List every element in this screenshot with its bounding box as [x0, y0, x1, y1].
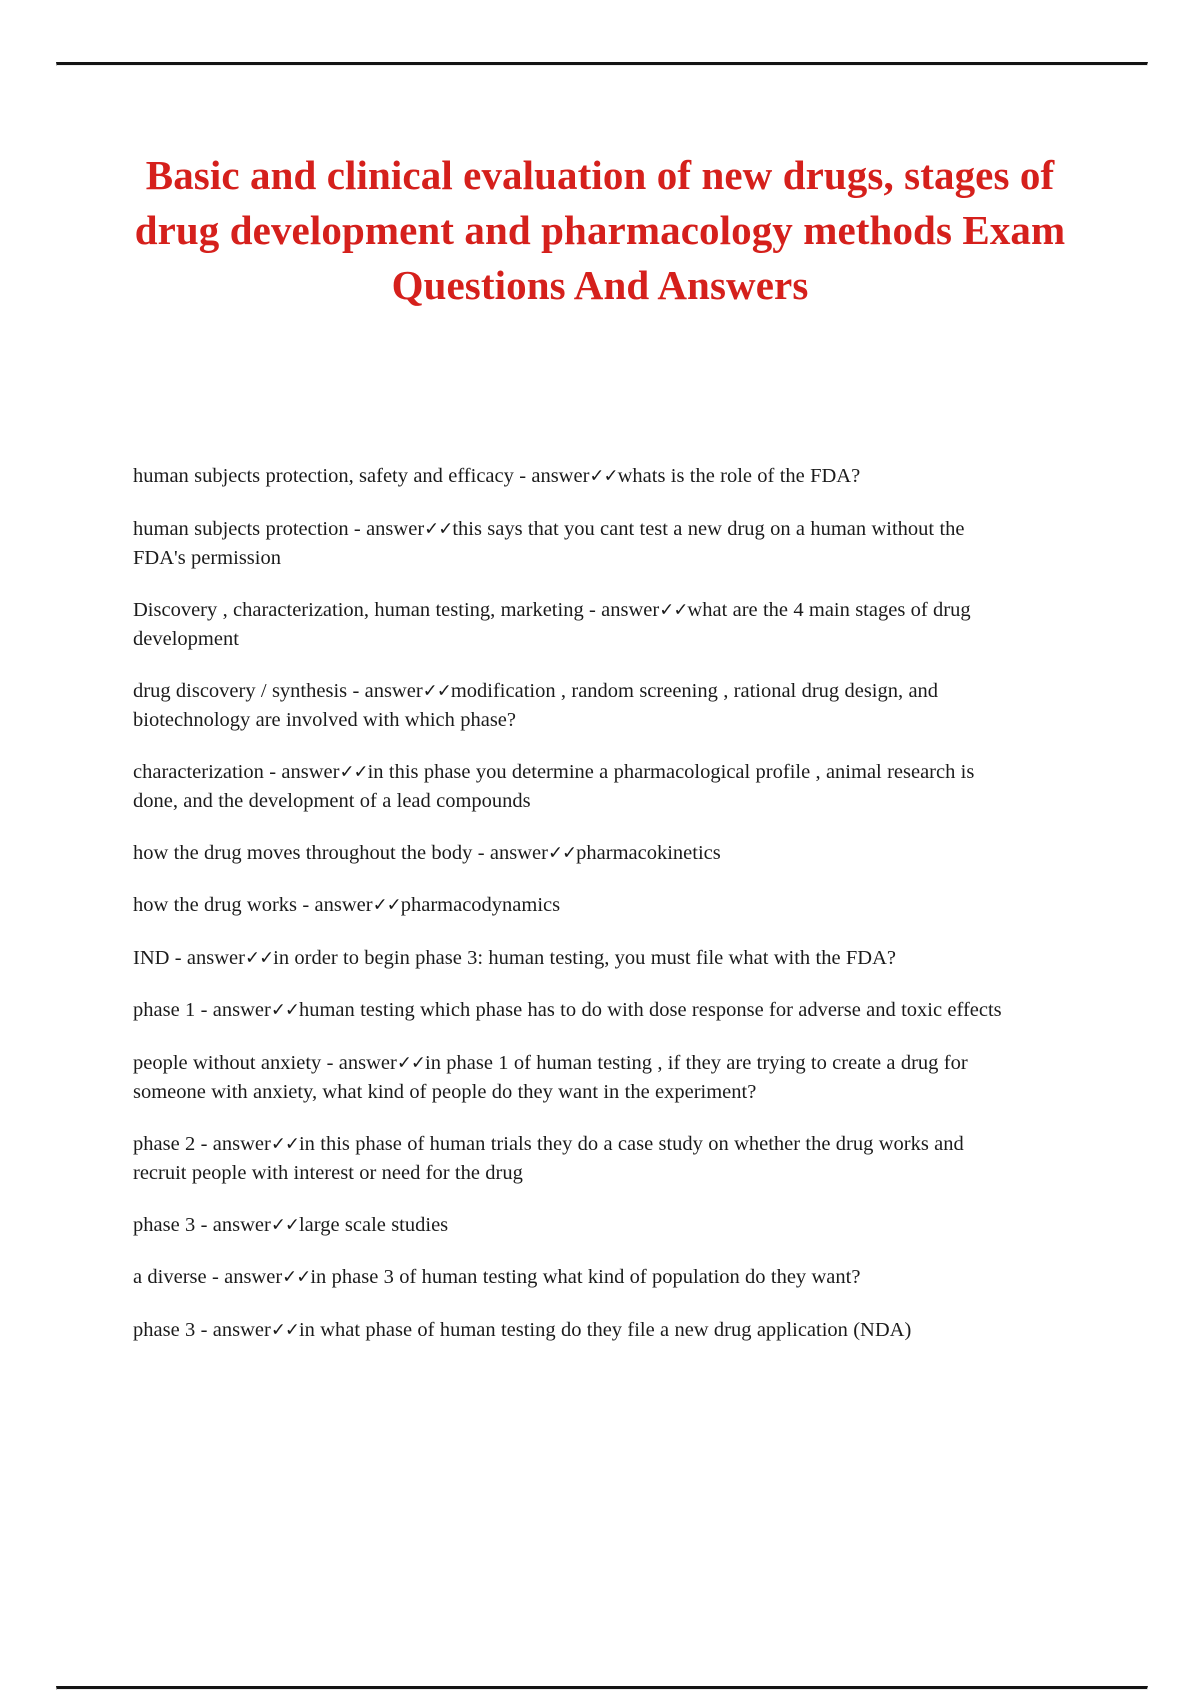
double-check-icon: ✓✓ [244, 947, 274, 968]
qa-item [133, 596, 1005, 654]
qa-item [133, 677, 1005, 735]
qa-item [133, 996, 1005, 1026]
qa-term: phase 3 [133, 1213, 196, 1236]
qa-term: human subjects protection [133, 517, 349, 540]
qa-term: Discovery , characterization, human testing, marketing [133, 598, 584, 621]
qa-detail: in phase 1 of human testing , if they are trying to create a drug for someone with anxiety, what kind of people do they want in the experiment? [133, 1051, 968, 1103]
double-check-icon: ✓✓ [659, 599, 688, 620]
qa-term: how the drug moves throughout the body [133, 841, 473, 864]
qa-separator: - answer [195, 1132, 271, 1155]
qa-item [133, 462, 1005, 492]
qa-detail: in this phase you determine a pharmacological profile , animal research is done, and the development of a lead compounds [133, 760, 975, 812]
double-check-icon: ✓✓ [589, 465, 618, 487]
double-check-icon: ✓✓ [339, 761, 368, 782]
qa-term: characterization [133, 760, 264, 783]
header-divider [56, 62, 1148, 66]
qa-detail: pharmacodynamics [400, 894, 561, 916]
qa-item [133, 1130, 1005, 1188]
qa-separator: - answer [169, 946, 245, 969]
qa-detail: what are the 4 main stages of drug development [133, 598, 971, 650]
qa-item [133, 1211, 1005, 1241]
qa-detail: large scale studies [298, 1213, 449, 1236]
qa-term: human subjects protection, safety and efficacy [133, 465, 514, 487]
qa-separator: - answer [206, 1266, 283, 1288]
double-check-icon: ✓✓ [270, 999, 299, 1021]
double-check-icon: ✓✓ [270, 1214, 299, 1235]
qa-item [133, 1316, 1005, 1346]
qa-separator: - answer [297, 894, 373, 916]
qa-separator: - answer [583, 598, 660, 621]
qa-detail: modification , random screening , rational drug design, and biotechnology are involved with which phase? [133, 679, 939, 731]
qa-list [133, 462, 1005, 1345]
qa-separator: - answer [195, 999, 271, 1021]
qa-separator: - answer [472, 841, 548, 864]
qa-detail: pharmacokinetics [576, 841, 721, 864]
double-check-icon: ✓✓ [547, 842, 577, 863]
qa-item [133, 839, 1005, 869]
qa-separator: - answer [513, 465, 590, 487]
qa-item [133, 1263, 1005, 1293]
qa-separator: - answer [321, 1051, 397, 1074]
double-check-icon: ✓✓ [422, 680, 451, 701]
qa-item [133, 758, 1005, 816]
double-check-icon: ✓✓ [270, 1133, 299, 1154]
footer-divider [56, 1686, 1148, 1690]
qa-detail: in order to begin phase 3: human testing, you must file what with the FDA? [273, 946, 896, 969]
qa-item [133, 944, 1005, 974]
qa-detail: in what phase of human testing do they file a new drug application (NDA) [298, 1318, 912, 1341]
qa-term: phase 3 [133, 1318, 196, 1341]
page-title: Basic and clinical evaluation of new drugs, stages of drug development and pharmacology methods Exam Questions And Answers [134, 152, 1066, 308]
qa-item [133, 891, 1005, 921]
qa-separator: - answer [347, 679, 423, 702]
double-check-icon: ✓✓ [282, 1266, 311, 1288]
qa-term: drug discovery / synthesis [133, 679, 348, 702]
qa-term: people without anxiety [133, 1051, 322, 1074]
qa-detail: in phase 3 of human testing what kind of population do they want? [310, 1266, 861, 1288]
qa-detail: in this phase of human trials they do a case study on whether the drug works and recruit people with interest or need for the drug [133, 1132, 964, 1184]
qa-detail: human testing which phase has to do with dose response for adverse and toxic effects [298, 999, 1002, 1021]
qa-term: phase 1 [133, 999, 196, 1021]
qa-term: IND [133, 946, 170, 969]
qa-detail: whats is the role of the FDA? [617, 465, 861, 487]
double-check-icon: ✓✓ [270, 1319, 299, 1340]
qa-item [133, 1049, 1005, 1107]
double-check-icon: ✓✓ [396, 1052, 425, 1073]
double-check-icon: ✓✓ [424, 518, 453, 539]
qa-term: a diverse [133, 1266, 207, 1288]
qa-term: phase 2 [133, 1132, 196, 1155]
qa-detail: this says that you cant test a new drug on a human without the FDA's permission [133, 517, 965, 569]
qa-term: how the drug works [133, 894, 298, 916]
qa-separator: - answer [195, 1213, 271, 1236]
qa-item [133, 515, 1005, 573]
qa-separator: - answer [195, 1318, 271, 1341]
double-check-icon: ✓✓ [372, 894, 401, 916]
qa-separator: - answer [263, 760, 340, 783]
qa-separator: - answer [348, 517, 425, 540]
